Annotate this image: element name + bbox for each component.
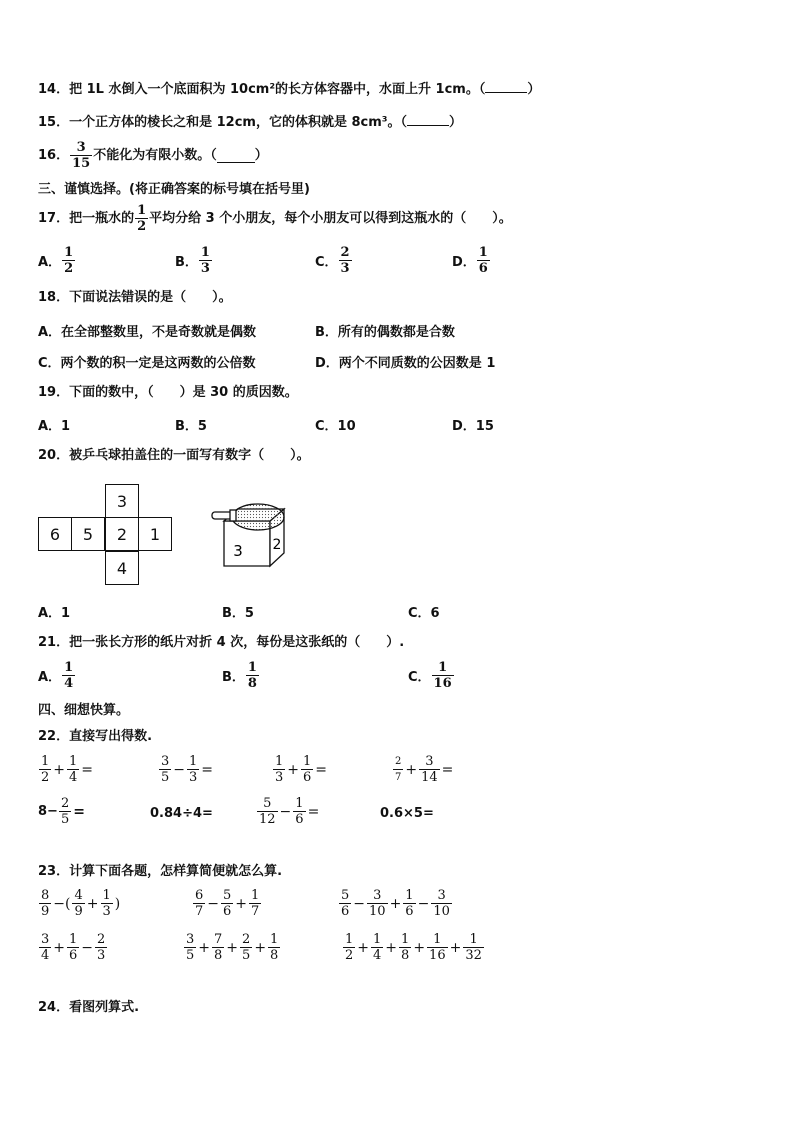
q20-option-b[interactable]: B．5 xyxy=(222,606,254,621)
answer-blank[interactable] xyxy=(485,92,527,93)
question-17: 17．把一瓶水的 $\frac{1}{2}$ 平均分给 3 个小朋友，每个小朋友可以得到这瓶水的（ ）。 xyxy=(38,203,512,234)
question-18: 18．下面说法错误的是（ ）。 xyxy=(38,290,232,305)
question-24: 24．看图列算式. xyxy=(38,1000,140,1015)
q23-expr-6: $\frac{1}{2}$ + $\frac{1}{4}$ + $\frac{1}{8}$ + $\frac{1}{16}$ + $\frac{1}{32}$ xyxy=(345,932,482,963)
q22-expr-8: 0.6×5= xyxy=(380,806,434,821)
q17-option-b[interactable]: B． $\frac{1}{3}$ xyxy=(175,245,210,276)
q23-expr-5: $\frac{3}{5}$ + $\frac{7}{8}$ + $\frac{2}{5}$ + $\frac{1}{8}$ xyxy=(186,932,279,963)
cube-net xyxy=(38,484,178,586)
q22-expr-1: $\frac{1}{2}$ + $\frac{1}{4}$ = xyxy=(41,754,94,785)
q18-option-c[interactable]: C．两个数的积一定是这两数的公倍数 xyxy=(38,356,256,371)
cube-side-number: 2 xyxy=(272,537,282,553)
cube-front-number: 3 xyxy=(233,542,243,560)
q21-option-b[interactable]: B． $\frac{1}{8}$ xyxy=(222,660,257,691)
net-face: 1 xyxy=(138,517,172,551)
q23-expr-1: $\frac{8}{9}$ −( $\frac{4}{9}$ + $\frac{1}{3}$ ) xyxy=(41,888,121,919)
net-face: 2 xyxy=(105,517,139,551)
q19-option-b[interactable]: B．5 xyxy=(175,419,207,434)
q20-option-a[interactable]: A．1 xyxy=(38,606,71,621)
net-face: 6 xyxy=(38,517,72,551)
q23-expr-3: $\frac{5}{6}$ − $\frac{3}{10}$ + $\frac{1}{6}$ − $\frac{3}{10}$ xyxy=(341,888,450,919)
fraction: $\frac{3}{15}$ xyxy=(72,140,91,171)
net-face-bottom: 4 xyxy=(105,551,139,585)
q18-option-d[interactable]: D．两个不同质数的公因数是 1 xyxy=(315,356,496,371)
question-21: 21．把一张长方形的纸片对折 4 次，每份是这张纸的（ ）. xyxy=(38,635,405,650)
q21-option-a[interactable]: A． $\frac{1}{4}$ xyxy=(38,660,74,691)
q22-expr-7: $\frac{5}{12}$ − $\frac{1}{6}$ = xyxy=(259,796,320,827)
answer-blank[interactable] xyxy=(407,125,449,126)
q23-expr-2: $\frac{6}{7}$ − $\frac{5}{6}$ + $\frac{1}{7}$ xyxy=(195,888,260,919)
q22-expr-5: 8− $\frac{2}{5}$ = xyxy=(38,796,85,827)
q18-option-a[interactable]: A．在全部整数里，不是奇数就是偶数 xyxy=(38,325,257,340)
q23-expr-4: $\frac{3}{4}$ + $\frac{1}{6}$ − $\frac{2}{3}$ xyxy=(41,932,106,963)
answer-blank[interactable] xyxy=(217,148,255,163)
q17-option-a[interactable]: A． $\frac{1}{2}$ xyxy=(38,245,74,276)
q17-option-c[interactable]: C． $\frac{2}{3}$ xyxy=(315,245,350,276)
question-16: 16． $\frac{3}{15}$ 不能化为有限小数。（ ） xyxy=(38,140,268,171)
q19-option-d[interactable]: D．15 xyxy=(452,419,494,434)
question-15: 15．一个正方体的棱长之和是 12cm，它的体积就是 8cm³。（ ） xyxy=(38,115,462,130)
q17-option-d[interactable]: D． $\frac{1}{6}$ xyxy=(452,245,488,276)
question-23: 23．计算下面各题，怎样算简便就怎么算. xyxy=(38,864,283,879)
q20-option-c[interactable]: C．6 xyxy=(408,606,440,621)
fraction: $\frac{1}{2}$ xyxy=(137,203,147,234)
q21-option-c[interactable]: C． $\frac{1}{16}$ xyxy=(408,660,452,691)
q22-expr-3: $\frac{1}{3}$ + $\frac{1}{6}$ = xyxy=(275,754,328,785)
question-20: 20．被乒乓球拍盖住的一面写有数字（ ）。 xyxy=(38,448,310,463)
net-face: 5 xyxy=(71,517,105,551)
net-face-top: 3 xyxy=(105,484,139,518)
question-22: 22．直接写出得数. xyxy=(38,729,153,744)
q19-option-a[interactable]: A．1 xyxy=(38,419,71,434)
section-3-heading: 三、谨慎选择。(将正确答案的标号填在括号里) xyxy=(38,182,310,197)
section-4-heading: 四、细想快算。 xyxy=(38,703,130,718)
q22-expr-6: 0.84÷4= xyxy=(150,806,213,821)
q18-option-b[interactable]: B．所有的偶数都是合数 xyxy=(315,325,455,340)
q22-expr-2: $\frac{3}{5}$ − $\frac{1}{3}$ = xyxy=(161,754,214,785)
cube-with-paddle-figure xyxy=(210,495,290,575)
question-19: 19．下面的数中，（ ）是 30 的质因数。 xyxy=(38,385,298,400)
question-14: 14．把 1L 水倒入一个底面积为 10cm²的长方体容器中，水面上升 1cm。（ ） xyxy=(38,82,541,97)
q19-option-c[interactable]: C．10 xyxy=(315,419,356,434)
q22-expr-4: $\frac{2}{7}$ + $\frac{3}{14}$ = xyxy=(395,754,454,785)
